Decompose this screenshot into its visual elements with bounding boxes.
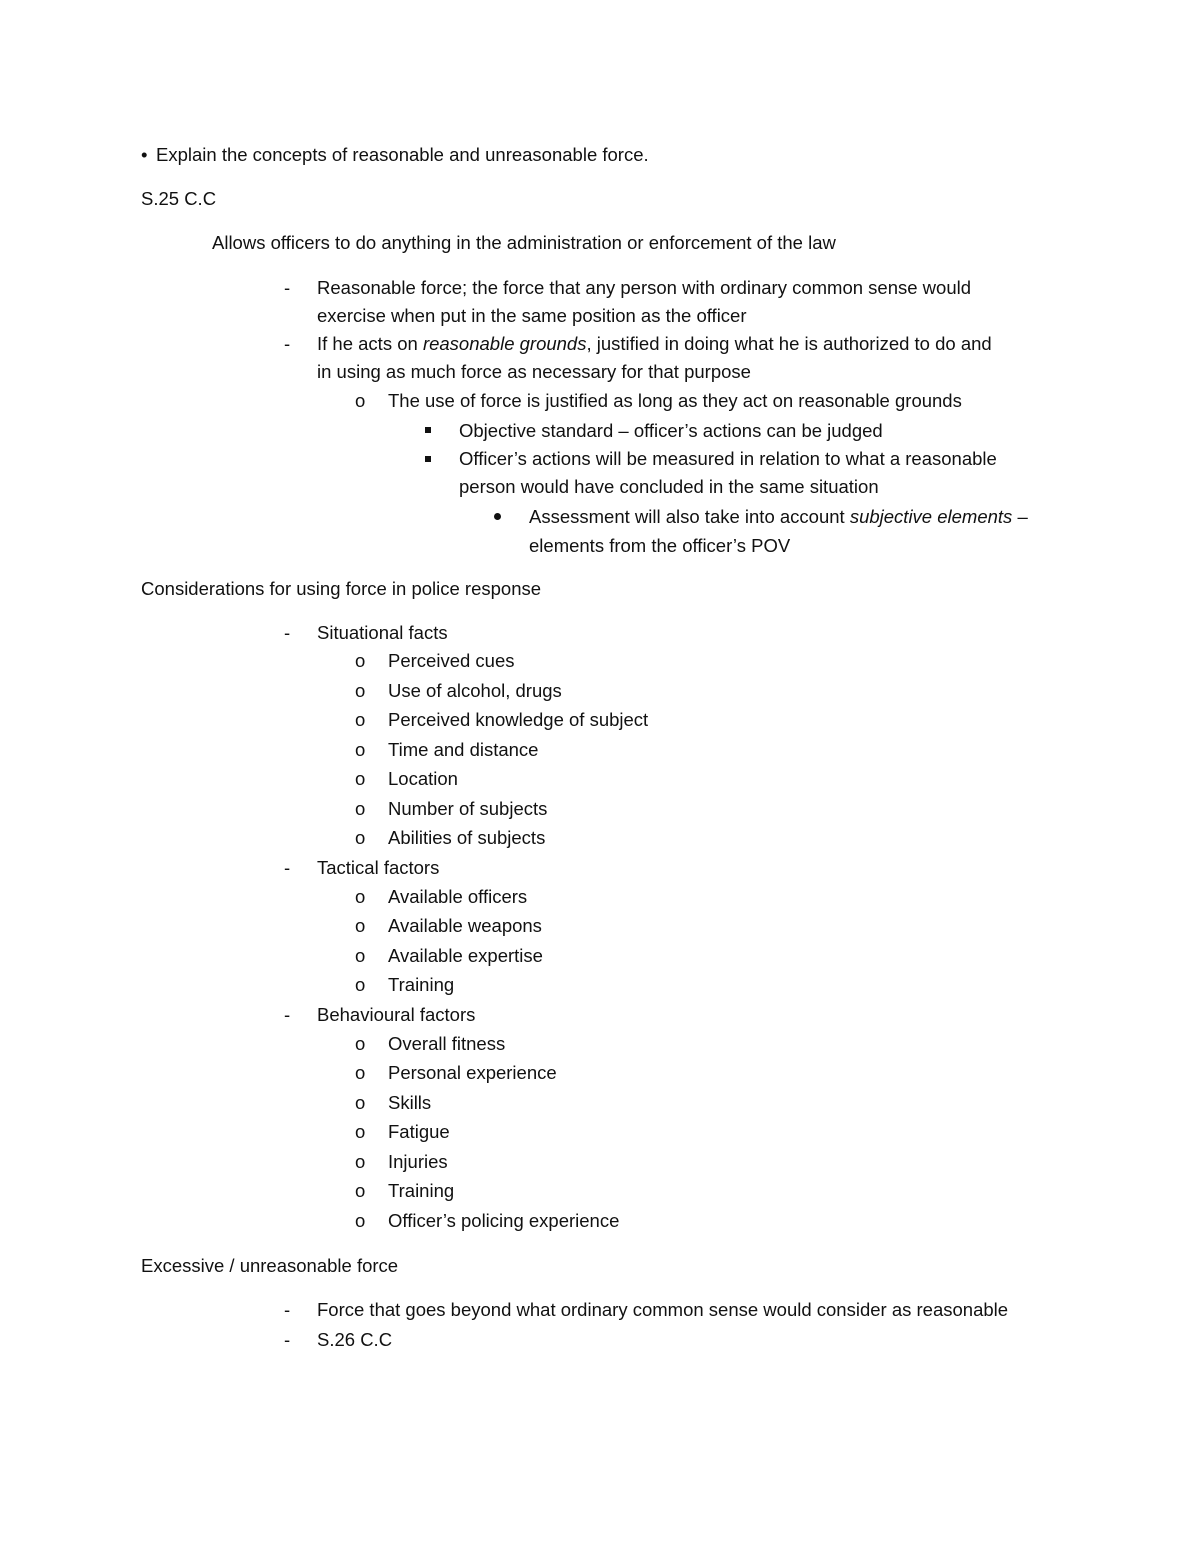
circle-marker: o xyxy=(355,798,366,819)
circle-marker: o xyxy=(355,739,366,760)
circle-marker: o xyxy=(355,680,366,701)
group-label-behavioural: Behavioural factors xyxy=(317,1004,476,1025)
group-label-tactical: Tactical factors xyxy=(317,857,440,878)
circle-marker: o xyxy=(355,1180,366,1201)
list-item: Perceived knowledge of subject xyxy=(388,709,649,730)
list-item: Officer’s policing experience xyxy=(388,1210,620,1231)
list-item: Use of alcohol, drugs xyxy=(388,680,562,701)
list-item: Skills xyxy=(388,1092,432,1113)
list-item: Abilities of subjects xyxy=(388,827,546,848)
objective-text: Explain the concepts of reasonable and unreasonable force. xyxy=(156,144,649,165)
list-item: Available expertise xyxy=(388,945,543,966)
circle-marker: o xyxy=(355,390,366,411)
dash-marker: - xyxy=(284,857,291,878)
group-label-situational: Situational facts xyxy=(317,622,448,643)
considerations-heading: Considerations for using force in police response xyxy=(141,578,542,599)
list-item: Injuries xyxy=(388,1151,448,1172)
objective-bullet: • xyxy=(141,144,148,165)
dash-marker: - xyxy=(284,1329,291,1350)
dash-marker: - xyxy=(284,622,291,643)
list-item: Training xyxy=(388,1180,455,1201)
list-item: Overall fitness xyxy=(388,1033,506,1054)
circle-marker: o xyxy=(355,915,366,936)
dash-marker: - xyxy=(284,1299,291,1320)
list-item: Perceived cues xyxy=(388,650,515,671)
assessment-pre: Assessment will also take into account xyxy=(529,506,850,527)
reasonable-force-line-1: Reasonable force; the force that any person with ordinary common sense would xyxy=(317,277,972,298)
circle-marker: o xyxy=(355,1121,366,1142)
assessment-line-1 xyxy=(529,506,1028,528)
list-item: Time and distance xyxy=(388,739,539,760)
list-item: Location xyxy=(388,768,458,789)
section-intro: Allows officers to do anything in the administration or enforcement of the law xyxy=(212,232,836,253)
measured-actions-line-1: Officer’s actions will be measured in relation to what a reasonable xyxy=(459,448,997,469)
section-reference-s26: S.26 C.C xyxy=(317,1329,393,1350)
circle-marker: o xyxy=(355,1210,366,1231)
list-item: Number of subjects xyxy=(388,798,548,819)
assessment-line-2: elements from the officer’s POV xyxy=(529,535,791,556)
reasonable-grounds-line-1 xyxy=(317,333,992,355)
assessment-post: – xyxy=(1012,506,1028,527)
dash-marker: - xyxy=(284,333,291,354)
measured-actions-line-2: person would have concluded in the same situation xyxy=(459,476,879,497)
circle-marker: o xyxy=(355,1062,366,1083)
list-item: Personal experience xyxy=(388,1062,557,1083)
circle-marker: o xyxy=(355,974,366,995)
reasonable-force-line-2: exercise when put in the same position as the officer xyxy=(317,305,747,326)
circle-marker: o xyxy=(355,709,366,730)
round-bullet-icon xyxy=(494,513,501,520)
dash-marker: - xyxy=(284,1004,291,1025)
square-bullet-icon xyxy=(425,427,431,433)
circle-marker: o xyxy=(355,1092,366,1113)
reasonable-grounds-line-2: in using as much force as necessary for that purpose xyxy=(317,361,751,382)
square-bullet-icon xyxy=(425,456,431,462)
excessive-force-definition: Force that goes beyond what ordinary common sense would consider as reasonable xyxy=(317,1299,1009,1320)
circle-marker: o xyxy=(355,768,366,789)
circle-marker: o xyxy=(355,650,366,671)
circle-marker: o xyxy=(355,886,366,907)
objective-standard: Objective standard – officer’s actions can be judged xyxy=(459,420,883,441)
reasonable-grounds-pre: If he acts on xyxy=(317,333,423,354)
reasonable-grounds-italic: reasonable grounds xyxy=(422,333,587,354)
section-heading-s25: S.25 C.C xyxy=(141,188,217,209)
circle-marker: o xyxy=(355,827,366,848)
assessment-italic: subjective elements xyxy=(849,506,1013,527)
justified-use-of-force: The use of force is justified as long as they act on reasonable grounds xyxy=(388,390,962,411)
circle-marker: o xyxy=(355,1033,366,1054)
circle-marker: o xyxy=(355,1151,366,1172)
circle-marker: o xyxy=(355,945,366,966)
list-item: Available officers xyxy=(388,886,528,907)
list-item: Fatigue xyxy=(388,1121,450,1142)
dash-marker: - xyxy=(284,277,291,298)
list-item: Training xyxy=(388,974,455,995)
excessive-force-heading: Excessive / unreasonable force xyxy=(141,1255,399,1276)
list-item: Available weapons xyxy=(388,915,542,936)
reasonable-grounds-post: , justified in doing what he is authorized to do and xyxy=(586,333,992,354)
